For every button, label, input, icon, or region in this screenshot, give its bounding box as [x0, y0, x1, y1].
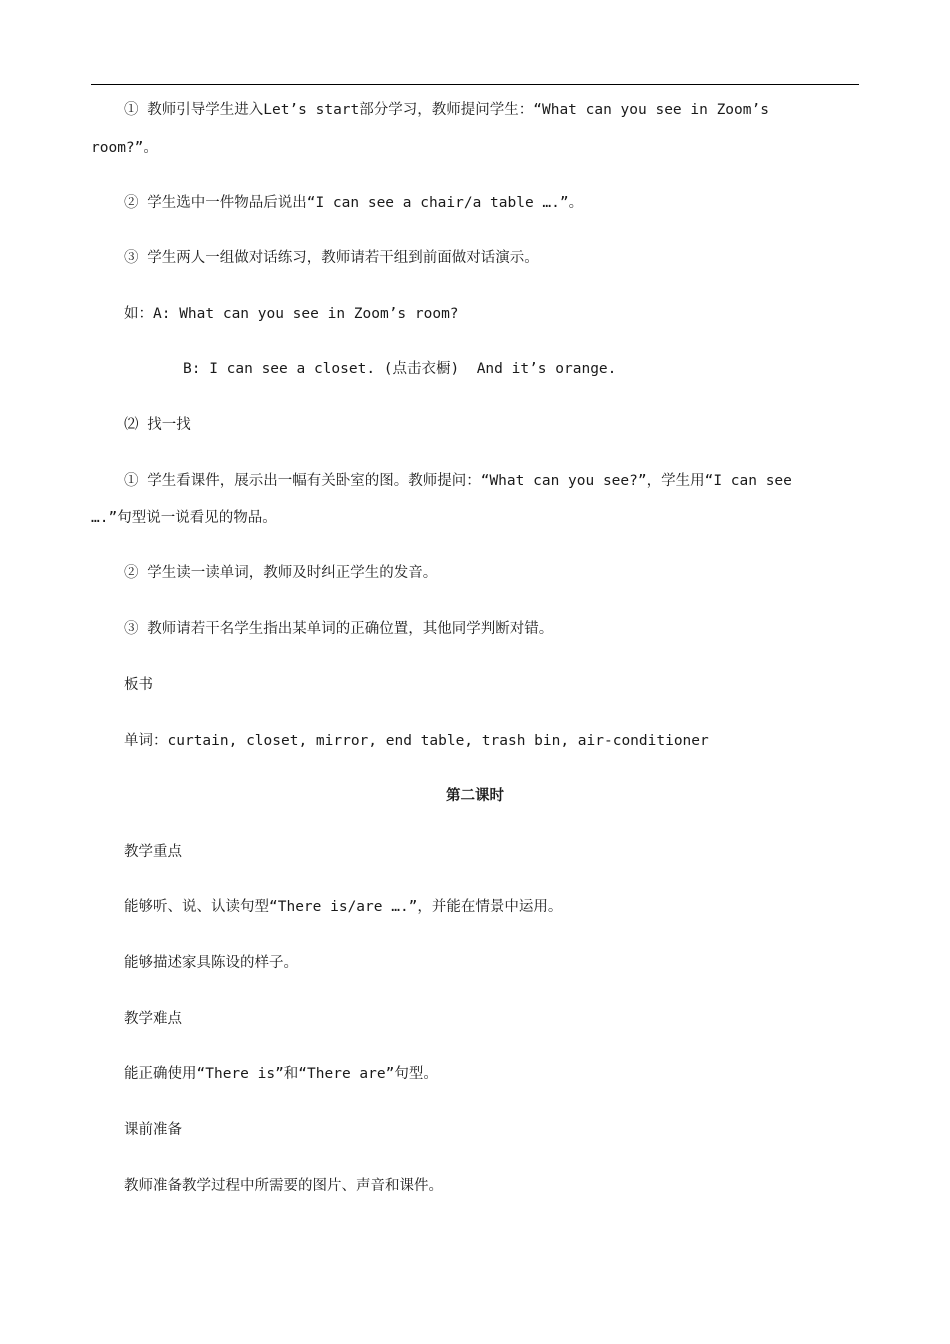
paragraph-line: 能正确使用“There is”和“There are”句型。 — [124, 1066, 438, 1082]
paragraph-line: ⑵ 找一找 — [124, 417, 191, 433]
section-title: 第二课时 — [446, 788, 504, 804]
paragraph-line: B: I can see a closet. (点击衣橱) And it’s orange. — [183, 361, 617, 377]
paragraph-line: ③ 教师请若干名学生指出某单词的正确位置，其他同学判断对错。 — [124, 621, 554, 637]
paragraph-line: 教学重点 — [124, 844, 182, 860]
paragraph-line: 能够描述家具陈设的样子。 — [124, 955, 298, 971]
paragraph-line: ① 学生看课件，展示出一幅有关卧室的图。教师提问：“What can you see?”，学生用“I can see — [124, 473, 792, 489]
paragraph-line: ① 教师引导学生进入Let’s start部分学习，教师提问学生：“What can you see in Zoom’s — [124, 102, 769, 118]
paragraph-line: 能够听、说、认读句型“There is/are ….”，并能在情景中运用。 — [124, 899, 563, 915]
paragraph-line: ② 学生选中一件物品后说出“I can see a chair/a table ….”。 — [124, 195, 584, 211]
header-rule — [91, 84, 859, 85]
paragraph-line: 课前准备 — [124, 1122, 182, 1138]
paragraph-line: room?”。 — [91, 140, 158, 156]
paragraph-line: ….”句型说一说看见的物品。 — [91, 510, 277, 526]
paragraph-line: 板书 — [124, 677, 153, 693]
paragraph-line: 教师准备教学过程中所需要的图片、声音和课件。 — [124, 1178, 443, 1194]
paragraph-line: 单词：curtain, closet, mirror, end table, trash bin, air-conditioner — [124, 733, 709, 749]
paragraph-line: ③ 学生两人一组做对话练习，教师请若干组到前面做对话演示。 — [124, 250, 539, 266]
paragraph-line: 教学难点 — [124, 1011, 182, 1027]
paragraph-line: ② 学生读一读单词，教师及时纠正学生的发音。 — [124, 565, 438, 581]
paragraph-line: 如：A: What can you see in Zoom’s room? — [124, 306, 459, 322]
